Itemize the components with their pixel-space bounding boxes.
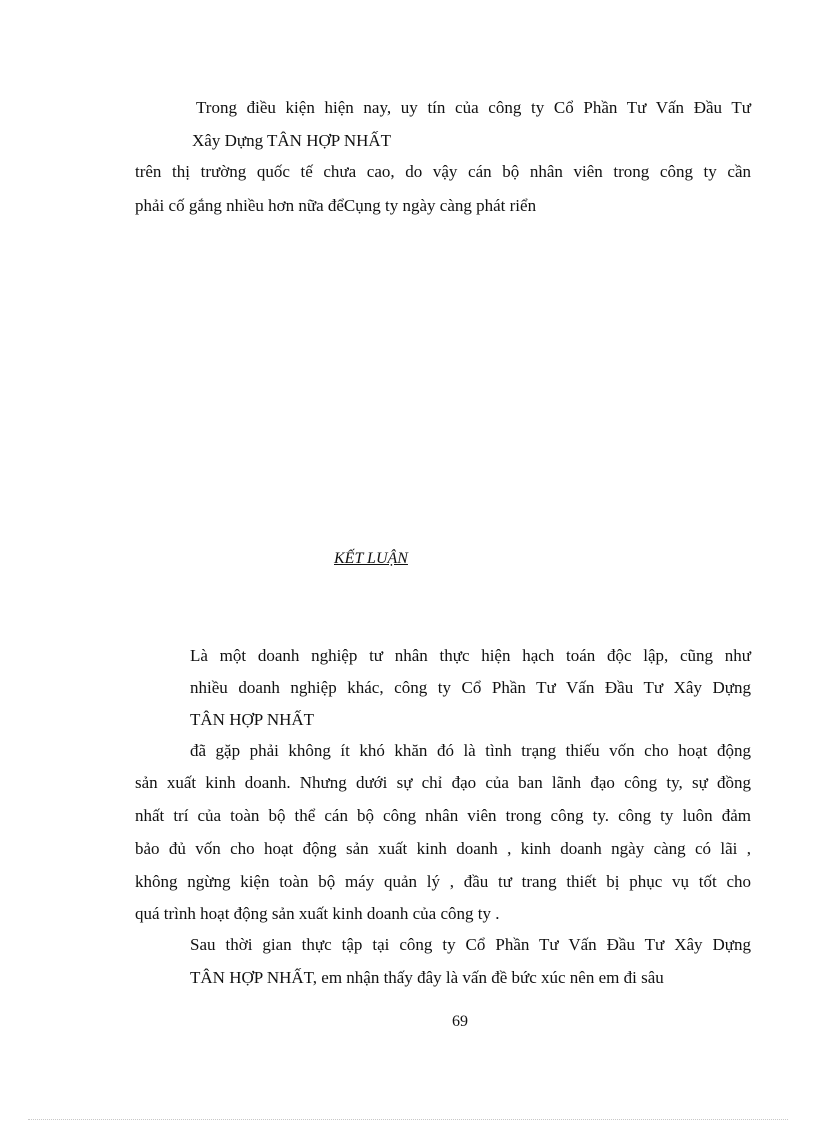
- conclusion-line-8: không ngừng kiện toàn bộ máy quản lý , đầu tư trang thiết bị phục vụ tốt cho: [135, 872, 751, 891]
- conclusion-line-3: TÂN HỢP NHẤT: [190, 710, 315, 729]
- conclusion-line-5: sản xuất kinh doanh. Nhưng dưới sự chỉ đạo của ban lãnh đạo công ty, sự đồng: [135, 773, 751, 792]
- page-bottom-rule: [28, 1119, 788, 1120]
- conclusion-line-6: nhất trí của toàn bộ thể cán bộ công nhân viên trong công ty. công ty luôn đảm: [135, 806, 751, 825]
- conclusion-line-7: bảo đủ vốn cho hoạt động sản xuất kinh doanh , kinh doanh ngày càng có lãi ,: [135, 839, 751, 858]
- conclusion-title: KẾT LUẬN: [334, 550, 408, 567]
- conclusion-line-10: Sau thời gian thực tập tại công ty Cổ Phần Tư Vấn Đầu Tư Xây Dựng: [190, 935, 751, 954]
- conclusion-line-4: đã gặp phải không ít khó khăn đó là tình trạng thiếu vốn cho hoạt động: [190, 741, 751, 760]
- conclusion-line-2: nhiều doanh nghiệp khác, công ty Cổ Phần Tư Vấn Đầu Tư Xây Dựng: [190, 678, 751, 697]
- paragraph-1-line-1: Trong điều kiện hiện nay, uy tín của công ty Cổ Phần Tư Vấn Đầu Tư: [196, 98, 751, 117]
- conclusion-line-1: Là một doanh nghiệp tư nhân thực hiện hạch toán độc lập, cũng như: [190, 646, 751, 665]
- conclusion-line-9: quá trình hoạt động sản xuất kinh doanh của công ty .: [135, 904, 500, 923]
- paragraph-1-line-4: phải cố gắng nhiều hơn nữa đểCụng ty ngày càng phát riển: [135, 196, 537, 215]
- page-number: 69: [452, 1013, 468, 1030]
- conclusion-line-11: TÂN HỢP NHẤT, em nhận thấy đây là vấn đề bức xúc nên em đi sâu: [190, 968, 664, 987]
- paragraph-1-line-3: trên thị trường quốc tế chưa cao, do vậy cán bộ nhân viên trong công ty cần: [135, 162, 751, 181]
- paragraph-1-line-2: Xây Dựng TÂN HỢP NHẤT: [192, 131, 392, 150]
